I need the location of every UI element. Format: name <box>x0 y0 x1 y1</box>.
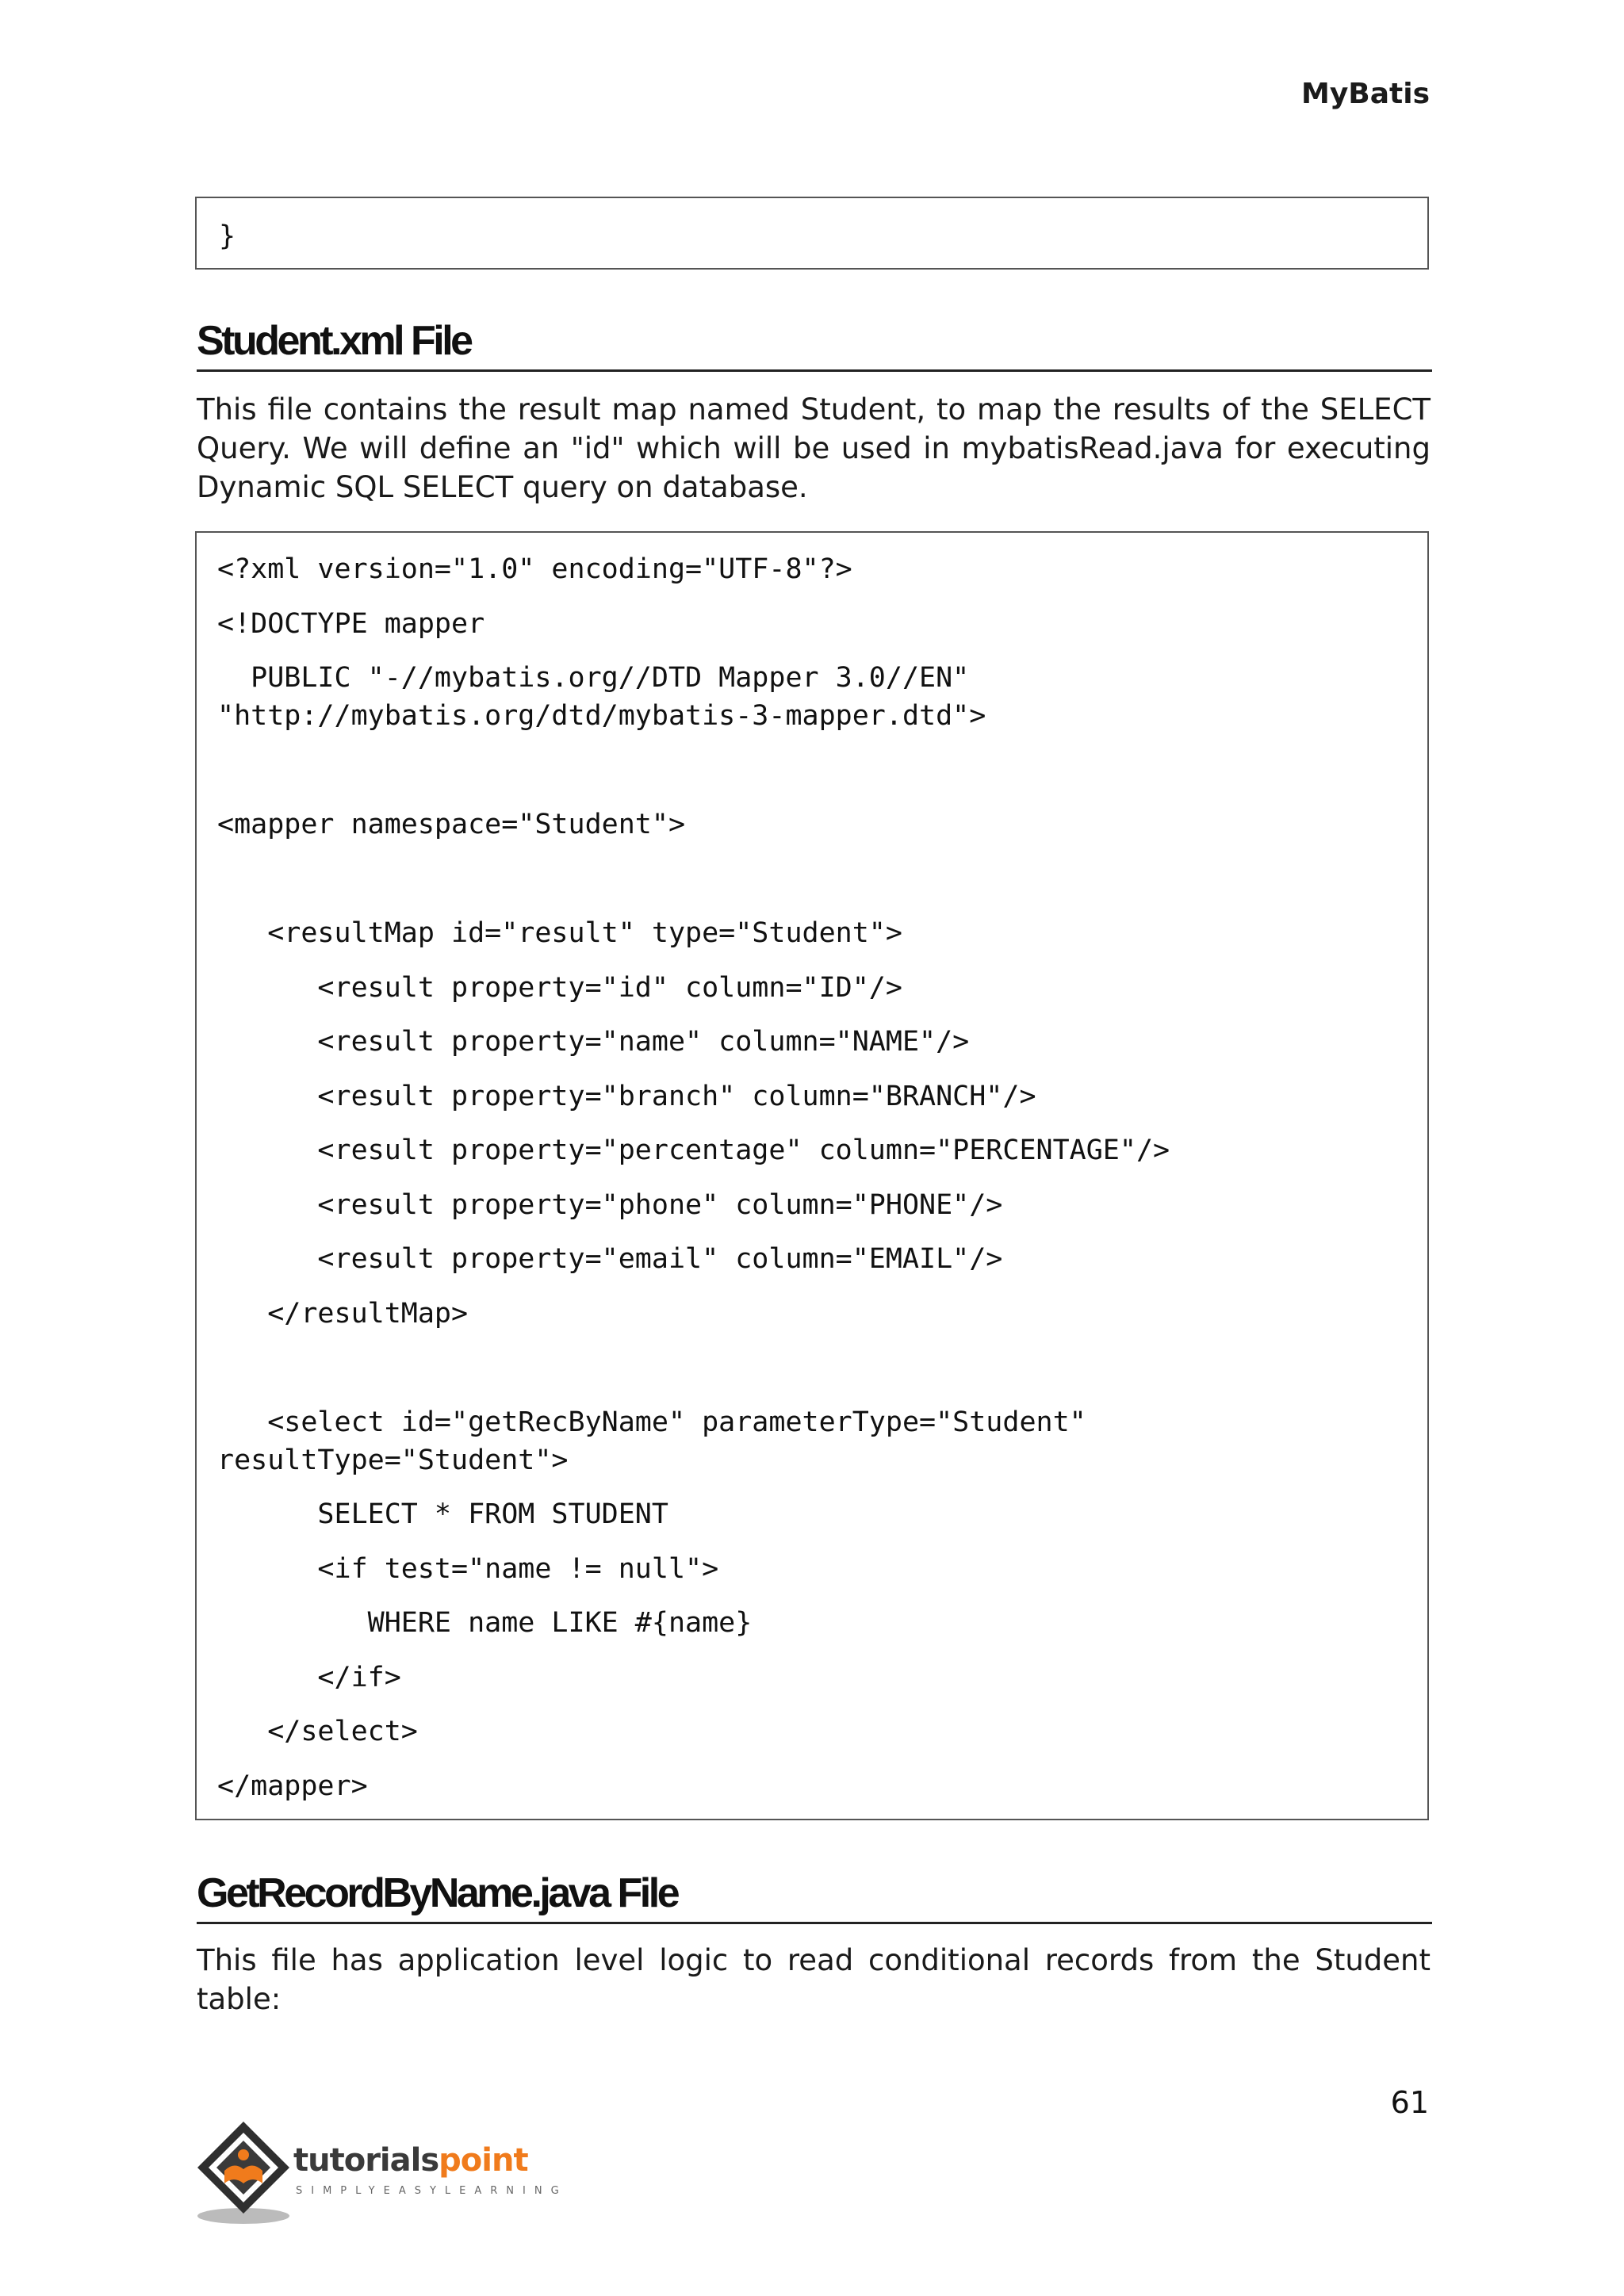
section-paragraph-student-xml: This file contains the result map named Student, to map the results of the SELECT Query. We will define an "id" which will be used in mybatisRead.java for executing Dynamic SQL SELECT query on database. <box>197 392 1431 504</box>
logo-emblem-icon <box>194 2117 297 2228</box>
section-heading-getrecordbyname: GetRecordByName.java File <box>197 1869 1432 1924</box>
code-line: <result property="branch" column="BRANCH"/> <box>217 1080 1036 1112</box>
code-line-blank <box>217 752 1427 790</box>
code-line: <result property="name" column="NAME"/> <box>217 1026 970 1058</box>
code-line: <!DOCTYPE mapper <box>217 607 485 640</box>
code-line: <select id="getRecByName" parameterType="Student" resultType="Student"> <box>217 1406 1086 1476</box>
code-line: </resultMap> <box>217 1297 469 1330</box>
section-paragraph-getrecordbyname: This file has application level logic to read conditional records from the Student table: <box>197 1943 1431 2016</box>
code-line-blank <box>217 1349 1427 1387</box>
logo-word-accent: point <box>439 2142 528 2179</box>
logo-word-dark: tutorials <box>293 2142 439 2179</box>
code-line: WHERE name LIKE #{name} <box>217 1607 753 1639</box>
code-line: </mapper> <box>217 1770 368 1802</box>
code-line: </select> <box>217 1716 418 1747</box>
code-line: PUBLIC "-//mybatis.org//DTD Mapper 3.0//EN" "http://mybatis.org/dtd/mybatis-3-mapper.dtd"> <box>217 662 986 732</box>
section-heading-student-xml: Student.xml File <box>197 317 1432 372</box>
code-block-continuation <box>195 197 1429 270</box>
code-line: SELECT * FROM STUDENT <box>217 1498 668 1530</box>
code-line: </if> <box>217 1661 401 1693</box>
code-line: <result property="percentage" column="PERCENTAGE"/> <box>217 1135 1170 1166</box>
running-header-title: MyBatis <box>1301 78 1430 110</box>
logo-wordmark <box>293 2142 528 2179</box>
code-line: <if test="name != null"> <box>217 1552 719 1585</box>
logo-tagline: SIMPLYEASYLEARNING <box>296 2185 568 2197</box>
code-block-student-xml <box>195 531 1429 1820</box>
code-line: <resultMap id="result" type="Student"> <box>217 917 902 949</box>
code-line: } <box>219 220 236 252</box>
tutorialspoint-logo <box>194 2117 568 2228</box>
page-number: 61 <box>1390 2085 1429 2120</box>
code-line: <result property="id" column="ID"/> <box>217 971 902 1004</box>
code-line: <mapper namespace="Student"> <box>217 809 686 840</box>
code-line-blank <box>217 860 1427 898</box>
code-line: <?xml version="1.0" encoding="UTF-8"?> <box>217 553 852 585</box>
code-line: <result property="phone" column="PHONE"/> <box>217 1188 1003 1221</box>
code-line: <result property="email" column="EMAIL"/> <box>217 1243 1003 1275</box>
